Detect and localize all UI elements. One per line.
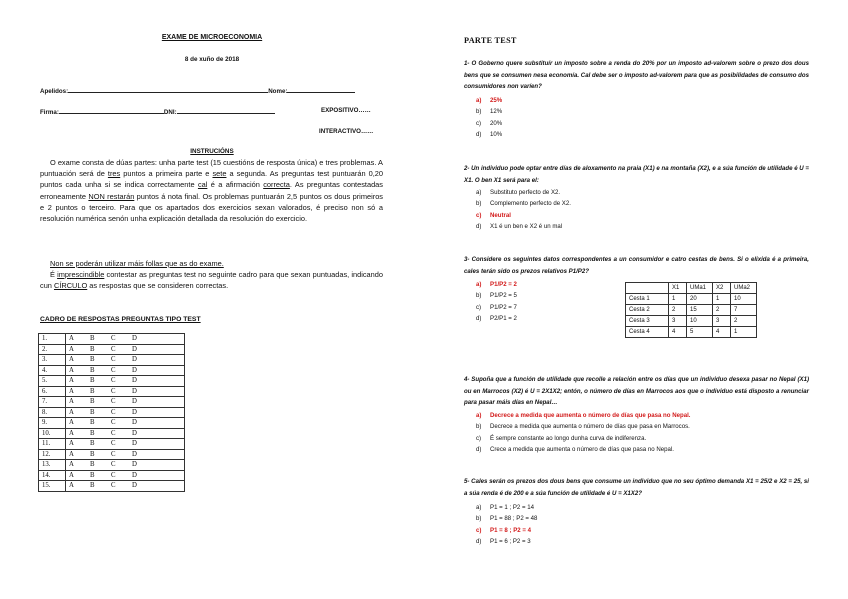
p1-underline-4: correcta — [263, 180, 290, 190]
answer-choice-b[interactable]: B — [90, 408, 95, 416]
option-letter: b) — [476, 108, 482, 116]
option-q3-a — [476, 279, 517, 290]
answer-choice-c[interactable]: C — [111, 471, 116, 479]
baskets-table-cell: X2 — [713, 283, 731, 294]
answer-choice-d[interactable]: D — [132, 366, 137, 374]
p1-text-6: puntos á nota final. Os problemas puntuarán 2,5 puntos os dous primeiros e 2 puntos o terceiro. Para que os apartados dos exercicios sexan valorados, é preciso non só a resolución numérica senón unha explicación detallada da resolución do exercicio. — [40, 191, 384, 224]
p1-text-5: . As preguntas contestadas erroneamente — [40, 180, 383, 201]
answer-choices — [66, 355, 185, 366]
baskets-table-cell: 5 — [687, 327, 713, 338]
answer-choice-c[interactable]: C — [111, 387, 116, 395]
option-text: P1 = 1 ; P2 = 14 — [490, 504, 535, 511]
answer-row-number: 9. — [39, 418, 66, 429]
answer-choice-d[interactable]: D — [132, 482, 137, 490]
answer-choice-b[interactable]: B — [90, 398, 95, 406]
answer-row-number: 10. — [39, 428, 66, 439]
baskets-table-row — [626, 294, 757, 305]
answer-row — [39, 344, 185, 355]
answer-row — [39, 470, 185, 481]
firma-field[interactable] — [59, 107, 164, 114]
answer-row-number: 6. — [39, 386, 66, 397]
answer-row — [39, 460, 185, 471]
answer-choice-b[interactable]: B — [90, 335, 95, 343]
baskets-table-cell: 7 — [731, 305, 757, 316]
firma-row — [40, 107, 275, 116]
baskets-table-row — [626, 283, 757, 294]
option-letter: b) — [476, 292, 482, 300]
option-text: 20% — [490, 119, 503, 127]
answer-choice-a[interactable]: A — [69, 450, 74, 458]
option-q1-b — [476, 106, 502, 117]
answer-row-number: 5. — [39, 376, 66, 387]
answer-row-number: 8. — [39, 407, 66, 418]
answer-choice-c[interactable]: C — [111, 450, 116, 458]
option-text: Crece a medida que aumenta o número de días que pasa no Nepal. — [490, 446, 674, 454]
answer-choice-a[interactable]: A — [69, 419, 74, 427]
option-q4-b — [476, 421, 690, 432]
baskets-table-row — [626, 327, 757, 338]
exam-date: 8 de xuño de 2018 — [184, 56, 240, 63]
p3-underline-2: CÍRCULO — [53, 281, 88, 291]
p1-underline-2: sete — [212, 169, 227, 179]
baskets-table-row — [626, 316, 757, 327]
option-q2-a — [476, 187, 571, 198]
answer-row — [39, 418, 185, 429]
answer-choice-c[interactable]: C — [111, 440, 116, 448]
option-q1-c — [476, 118, 502, 129]
p3-text-3: as respostas que se consideren correctas. — [87, 281, 229, 291]
answer-row-number: 15. — [39, 481, 66, 492]
answer-choice-c[interactable]: C — [111, 429, 116, 437]
answer-choice-b[interactable]: B — [90, 345, 95, 353]
baskets-table-cell: 1 — [669, 294, 687, 305]
option-text: 25% — [490, 97, 503, 104]
answer-row — [39, 449, 185, 460]
p1-underline-3: cal — [197, 180, 208, 190]
answer-choice-b[interactable]: B — [90, 366, 95, 374]
option-q2-b — [476, 198, 571, 209]
question-5-options — [476, 502, 537, 548]
answer-choice-b[interactable]: B — [90, 429, 95, 437]
answer-choice-c[interactable]: C — [111, 419, 116, 427]
answer-choice-c[interactable]: C — [111, 398, 116, 406]
option-q4-a — [476, 410, 690, 421]
option-letter: d) — [476, 223, 482, 231]
baskets-table-cell: 2 — [713, 305, 731, 316]
apelidos-label: Apelidos: — [40, 88, 69, 95]
answer-choices — [66, 449, 185, 460]
baskets-table-cell: 2 — [731, 316, 757, 327]
answer-choices — [66, 386, 185, 397]
question-1-text: 1- O Goberno quere substituír un imposto sobre a renda do 20% por un imposto ad-valorem sobre o prezo dos dous bens que se consumen nesa economía. Cal debe ser o imposto ad-valorem para que as posibilidades de consumo dos consumidores non varíen? — [464, 60, 809, 91]
answer-choice-d[interactable]: D — [132, 419, 137, 427]
p1-underline-5: NON restarán — [88, 191, 135, 201]
p3-text-1: É — [50, 270, 58, 279]
question-4-text: 4- Supoña que a función de utilidade que recolle a relación entre os días que un individuo desexa pasar no Nepal (X1) ou en Marrocos (X2) é U = 2X1X2; entón, o número de días en Marrocos aos que o individuo está disposto a renunciar para pasar máis días en Nepal… — [464, 376, 809, 407]
baskets-table-cell: 4 — [669, 327, 687, 338]
answer-choice-c[interactable]: C — [111, 377, 116, 385]
p3-text-2: contestar as preguntas test no seguinte cadro para que sexan puntuadas, indicando cun — [40, 270, 383, 291]
question-5-text: 5- Cales serán os prezos dos dous bens que consume un individuo que no seu óptimo demanda X1 = 25/2 e X2 = 25, si a súa renda é de 200 e a súa función de utilidade é U = X1X2? — [464, 478, 809, 497]
answer-row — [39, 481, 185, 492]
option-q4-d — [476, 444, 690, 455]
option-text: Decrece a medida que aumenta o número de días que pasa en Marrocos. — [490, 423, 690, 431]
answer-row-number: 7. — [39, 397, 66, 408]
question-1-options — [476, 95, 502, 141]
baskets-table — [625, 282, 757, 338]
firma-label: Firma: — [40, 109, 59, 116]
answer-choice-a[interactable]: A — [69, 482, 74, 490]
answer-choice-d[interactable]: D — [132, 356, 137, 364]
answer-row-number: 11. — [39, 439, 66, 450]
answer-choice-b[interactable]: B — [90, 387, 95, 395]
answer-row — [39, 428, 185, 439]
answer-choice-c[interactable]: C — [111, 356, 116, 364]
answer-choice-b[interactable]: B — [90, 419, 95, 427]
answer-choice-a[interactable]: A — [69, 387, 74, 395]
question-3-options — [476, 279, 517, 325]
answer-row-number: 2. — [39, 344, 66, 355]
baskets-table-cell: 10 — [687, 316, 713, 327]
answer-choices — [66, 365, 185, 376]
option-letter: a) — [476, 504, 482, 511]
option-text: Complemento perfecto de X2. — [490, 200, 571, 208]
baskets-table-cell: UMa2 — [731, 283, 757, 294]
dni-label: DNI: — [163, 109, 177, 116]
dni-field[interactable] — [177, 107, 275, 114]
option-text: P2/P1 = 2 — [490, 315, 517, 323]
answer-choice-c[interactable]: C — [111, 335, 116, 343]
option-q2-c — [476, 210, 571, 221]
option-letter: d) — [476, 538, 482, 546]
answer-grid-title: CADRO DE RESPOSTAS PREGUNTAS TIPO TEST — [40, 316, 201, 323]
option-letter: d) — [476, 446, 482, 454]
p3-underline-1: imprescindible — [57, 270, 105, 279]
option-letter: d) — [476, 131, 482, 139]
answer-row-number: 1. — [39, 334, 66, 345]
answer-grid — [38, 333, 185, 492]
option-text: P1 = 88 ; P2 = 48 — [490, 515, 538, 523]
question-2-options — [476, 187, 571, 233]
answer-row — [39, 365, 185, 376]
option-q5-b — [476, 513, 537, 524]
answer-choice-a[interactable]: A — [69, 429, 74, 437]
answer-choice-d[interactable]: D — [132, 471, 137, 479]
nome-field[interactable] — [287, 86, 355, 93]
option-letter: c) — [476, 119, 482, 127]
option-letter: c) — [476, 303, 482, 311]
answer-choices — [66, 470, 185, 481]
option-text: Substituto perfecto de X2. — [490, 189, 561, 196]
answer-choices — [66, 397, 185, 408]
baskets-table-cell: 10 — [731, 294, 757, 305]
answer-choice-b[interactable]: B — [90, 482, 95, 490]
answer-choice-c[interactable]: C — [111, 482, 116, 490]
instructions-paragraph-2 — [40, 258, 383, 269]
option-text: P1/P2 = 2 — [490, 281, 517, 288]
answer-choice-a[interactable]: A — [69, 377, 74, 385]
baskets-table-cell: X1 — [669, 283, 687, 294]
answer-choice-d[interactable]: D — [132, 450, 137, 458]
nome-label: Nome: — [268, 88, 288, 95]
answer-choice-d[interactable]: D — [132, 440, 137, 448]
exam-title: EXAME DE MICROECONOMIA — [161, 34, 263, 41]
answer-choice-b[interactable]: B — [90, 471, 95, 479]
question-3-text: 3- Considere os seguintes datos correspondentes a un consumidor e catro cestas de bens. Si o elixida é a primeira, cales terán sido os prezos relativos P1/P2? — [464, 256, 809, 275]
option-letter: a) — [476, 97, 482, 104]
option-q5-c — [476, 525, 537, 536]
answer-choice-a[interactable]: A — [69, 345, 74, 353]
option-text: P1 = 6 ; P2 = 3 — [490, 538, 531, 546]
answer-row-number: 14. — [39, 470, 66, 481]
answer-choice-c[interactable]: C — [111, 461, 116, 469]
option-q1-a — [476, 95, 502, 106]
answer-choices — [66, 481, 185, 492]
answer-row — [39, 386, 185, 397]
baskets-table-cell: 4 — [713, 327, 731, 338]
baskets-table-cell: 20 — [687, 294, 713, 305]
answer-row — [39, 407, 185, 418]
apelidos-field[interactable] — [68, 86, 268, 93]
answer-choice-a[interactable]: A — [69, 471, 74, 479]
answer-choice-a[interactable]: A — [69, 408, 74, 416]
baskets-table-cell: Cesta 4 — [626, 327, 669, 338]
p2-text: Non se poderán utilizar máis follas que as do exame. — [50, 259, 224, 268]
option-q2-d — [476, 221, 571, 232]
baskets-table-cell: Cesta 3 — [626, 316, 669, 327]
option-q5-d — [476, 536, 537, 547]
answer-choices — [66, 334, 185, 345]
option-letter: a) — [476, 189, 482, 196]
parte-test-heading: PARTE TEST — [464, 36, 517, 45]
answer-choices — [66, 407, 185, 418]
answer-choices — [66, 376, 185, 387]
baskets-table-row — [626, 305, 757, 316]
answer-row-number: 4. — [39, 365, 66, 376]
answer-choice-d[interactable]: D — [132, 387, 137, 395]
answer-choice-d[interactable]: D — [132, 408, 137, 416]
answer-choice-c[interactable]: C — [111, 408, 116, 416]
option-text: Decrece a medida que aumenta o número de días que pasa no Nepal. — [490, 412, 691, 419]
answer-choice-b[interactable]: B — [90, 377, 95, 385]
option-letter: a) — [476, 281, 482, 288]
answer-choice-b[interactable]: B — [90, 356, 95, 364]
answer-choices — [66, 460, 185, 471]
answer-choice-b[interactable]: B — [90, 450, 95, 458]
answer-choice-a[interactable]: A — [69, 440, 74, 448]
p1-text-2: puntos a primeira parte e — [120, 169, 213, 179]
question-4-options — [476, 410, 690, 456]
option-q3-b — [476, 290, 517, 301]
option-q1-d — [476, 129, 502, 140]
option-letter: a) — [476, 412, 482, 419]
option-letter: c) — [476, 434, 482, 442]
answer-choice-a[interactable]: A — [69, 461, 74, 469]
answer-choice-d[interactable]: D — [132, 335, 137, 343]
option-text: P1 = 8 ; P2 = 4 — [490, 526, 531, 534]
answer-choices — [66, 428, 185, 439]
answer-choice-a[interactable]: A — [69, 356, 74, 364]
option-q3-d — [476, 313, 517, 324]
option-letter: c) — [476, 526, 482, 534]
option-letter: b) — [476, 515, 482, 523]
answer-row — [39, 355, 185, 366]
answer-choice-a[interactable]: A — [69, 335, 74, 343]
option-text: P1/P2 = 5 — [490, 292, 517, 300]
answer-choice-d[interactable]: D — [132, 398, 137, 406]
answer-choice-b[interactable]: B — [90, 440, 95, 448]
option-letter: c) — [476, 211, 482, 219]
answer-row — [39, 376, 185, 387]
option-letter: b) — [476, 423, 482, 431]
option-text: É sempre constante ao longo dunha curva de indiferenza. — [490, 434, 647, 442]
interactivo-label: INTERACTIVO…… — [319, 128, 374, 135]
answer-row-number: 12. — [39, 449, 66, 460]
question-2-text: 2- Un individuo pode optar entre días de aloxamento na praia (X1) e na montaña (X2), e a súa función de utilidade é U = X1. O ben X1 será para el: — [464, 165, 809, 184]
baskets-table-cell: 3 — [669, 316, 687, 327]
answer-choices — [66, 439, 185, 450]
baskets-table-cell: UMa1 — [687, 283, 713, 294]
p1-text-3: a segunda. As preguntas test puntuarán 0,20 puntos cada unha si se indica correctamente — [40, 169, 383, 190]
option-text: X1 é un ben e X2 é un mal — [490, 223, 563, 231]
baskets-table-cell — [626, 283, 669, 294]
p1-text-1: O exame consta de dúas partes: unha parte test (15 cuestións de resposta única) e tres problemas. A puntuación será de — [40, 158, 383, 179]
answer-choice-c[interactable]: C — [111, 366, 116, 374]
option-text: 10% — [490, 131, 503, 139]
answer-choice-d[interactable]: D — [132, 429, 137, 437]
baskets-table-cell: 2 — [669, 305, 687, 316]
p1-underline-1: tres — [107, 169, 121, 179]
p1-text-4: é a afirmación — [207, 180, 264, 190]
instructions-paragraph-1 — [40, 157, 383, 224]
option-q5-a — [476, 502, 537, 513]
option-letter: b) — [476, 200, 482, 208]
answer-choice-a[interactable]: A — [69, 366, 74, 374]
answer-row — [39, 439, 185, 450]
option-text: 12% — [490, 108, 503, 116]
answer-row-number: 13. — [39, 460, 66, 471]
instructions-title: INSTRUCIÓNS — [190, 148, 234, 155]
answer-row — [39, 334, 185, 345]
baskets-table-cell: 1 — [713, 294, 731, 305]
option-text: Neutral — [490, 211, 511, 219]
baskets-table-cell: 15 — [687, 305, 713, 316]
apelidos-row — [40, 86, 355, 95]
answer-choice-d[interactable]: D — [132, 377, 137, 385]
instructions-paragraph-3 — [40, 269, 383, 291]
baskets-table-cell: Cesta 2 — [626, 305, 669, 316]
answer-row — [39, 397, 185, 408]
expositivo-label: EXPOSITIVO…… — [321, 107, 371, 114]
option-letter: d) — [476, 315, 482, 323]
option-q4-c — [476, 433, 690, 444]
answer-choice-d[interactable]: D — [132, 345, 137, 353]
answer-choice-a[interactable]: A — [69, 398, 74, 406]
baskets-table-cell: 1 — [731, 327, 757, 338]
answer-choice-b[interactable]: B — [90, 461, 95, 469]
answer-choice-c[interactable]: C — [111, 345, 116, 353]
answer-choices — [66, 418, 185, 429]
answer-choice-d[interactable]: D — [132, 461, 137, 469]
baskets-table-cell: 3 — [713, 316, 731, 327]
answer-choices — [66, 344, 185, 355]
answer-row-number: 3. — [39, 355, 66, 366]
option-q3-c — [476, 302, 517, 313]
option-text: P1/P2 = 7 — [490, 303, 517, 311]
baskets-table-cell: Cesta 1 — [626, 294, 669, 305]
